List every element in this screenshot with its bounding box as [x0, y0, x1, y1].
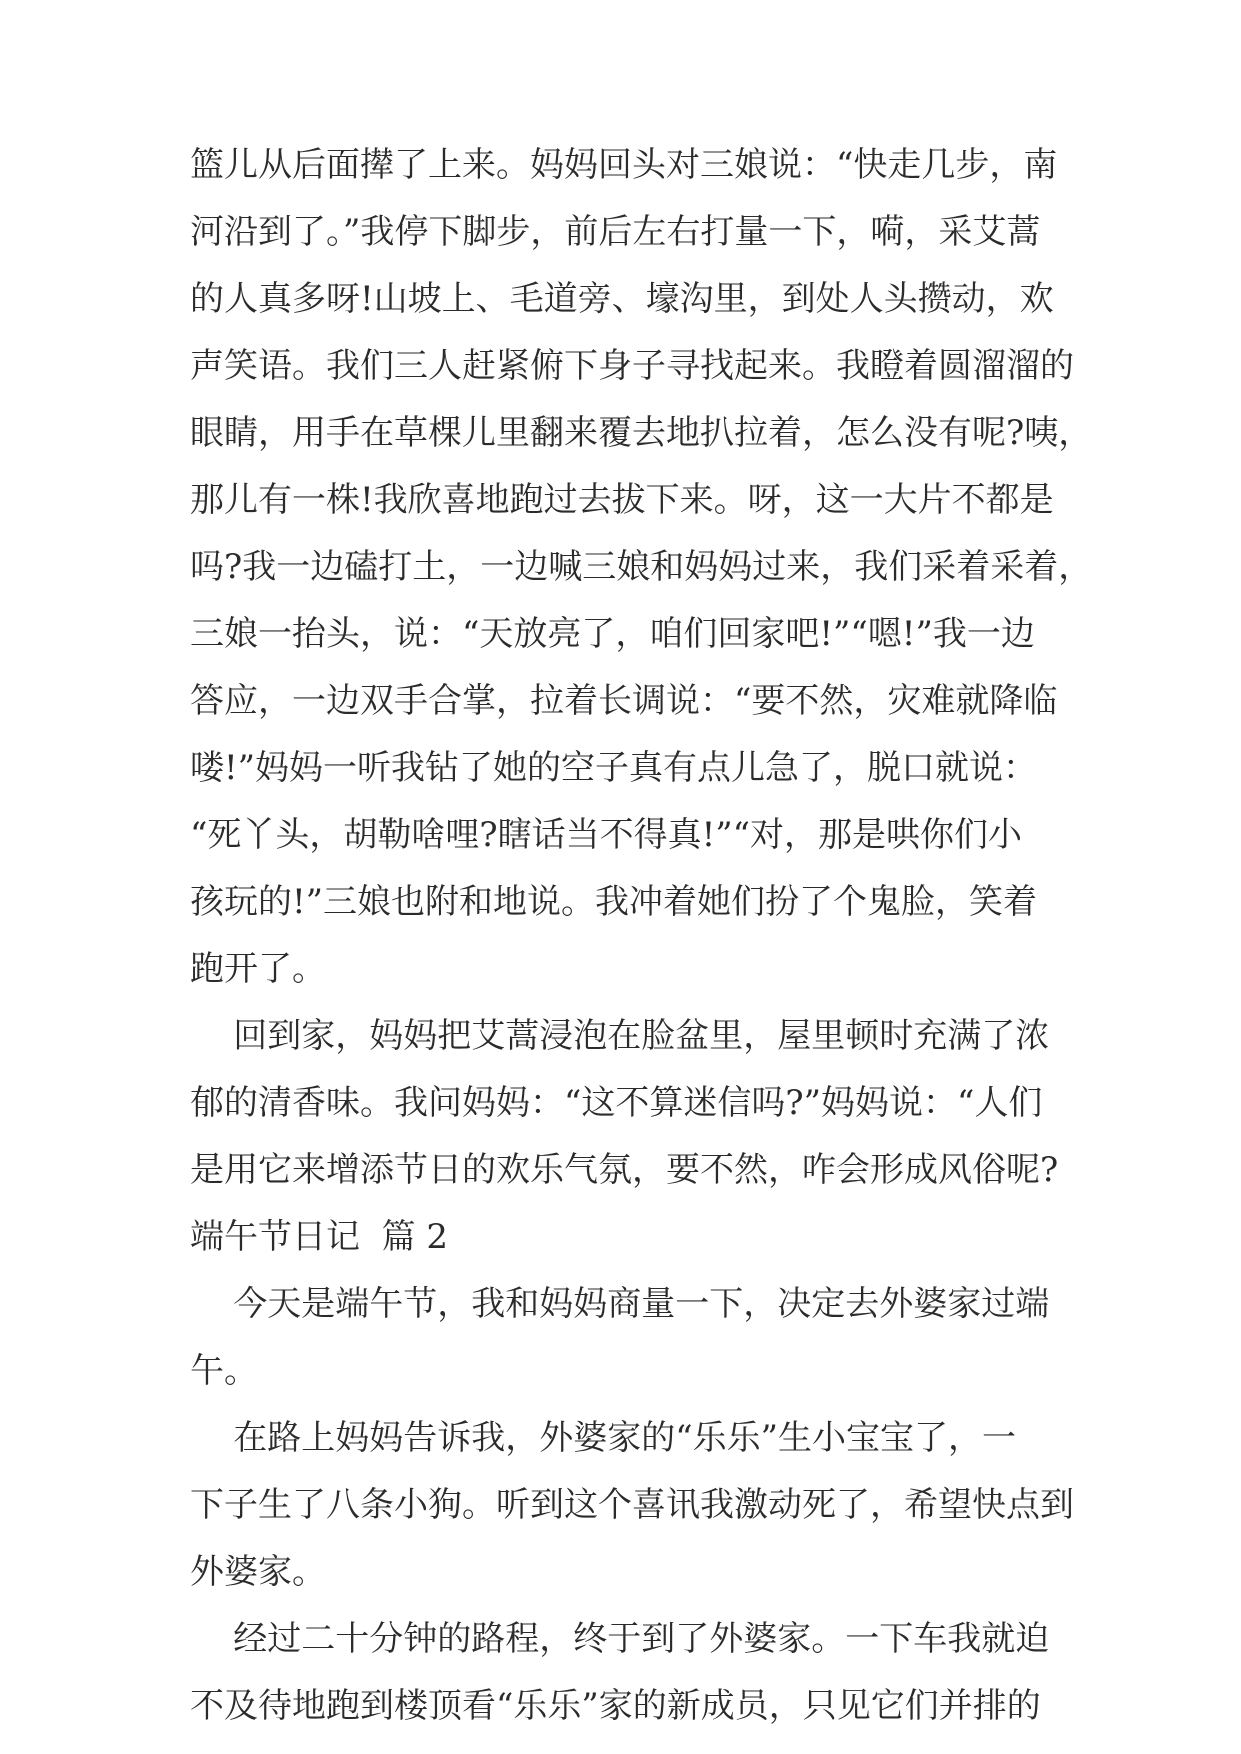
text-line: 喽!”妈妈一听我钻了她的空子真有点儿急了，脱口就说：	[190, 748, 1038, 788]
text-line: 跑开了。	[190, 949, 326, 989]
text-line: “死丫头，胡勒啥哩?瞎话当不得真!”“对，那是哄你们小	[190, 815, 1023, 855]
text-line: 三娘一抬头，说：“天放亮了，咱们回家吧!”“嗯!”我一边	[190, 614, 1035, 654]
text-line: 吗?我一边磕打土，一边喊三娘和妈妈过来，我们采着采着，	[190, 547, 1093, 587]
text-line: 在路上妈妈告诉我，外婆家的“乐乐”生小宝宝了，一	[190, 1418, 1016, 1458]
text-line: 眼睛，用手在草棵儿里翻来覆去地扒拉着，怎么没有呢?咦，	[190, 413, 1093, 453]
text-line: 的人真多呀!山坡上、毛道旁、壕沟里，到处人头攒动，欢	[190, 279, 1054, 319]
text-line: 不及待地跑到楼顶看“乐乐”家的新成员，只见它们并排的	[190, 1686, 1041, 1726]
text-line: 下子生了八条小狗。听到这个喜讯我激动死了，希望快点到	[190, 1485, 1074, 1525]
document-body	[190, 132, 1093, 1740]
text-line: 河沿到了。”我停下脚步，前后左右打量一下，嗬，采艾蒿	[190, 212, 1041, 252]
text-line: 郁的清香味。我问妈妈：“这不算迷信吗?”妈妈说：“人们	[190, 1083, 1043, 1123]
section-heading: 端午节日记 篇 2	[190, 1217, 449, 1257]
text-line: 答应，一边双手合掌，拉着长调说：“要不然，灾难就降临	[190, 681, 1058, 721]
text-line: 孩玩的!”三娘也附和地说。我冲着她们扮了个鬼脸，笑着	[190, 882, 1038, 922]
text-line: 是用它来增添节日的欢乐气氛，要不然，咋会形成风俗呢?	[190, 1150, 1059, 1190]
text-line: 外婆家。	[190, 1552, 326, 1592]
text-line: 经过二十分钟的路程，终于到了外婆家。一下车我就迫	[190, 1619, 1050, 1659]
text-line: 那儿有一株!我欣喜地跑过去拔下来。呀，这一大片不都是	[190, 480, 1054, 520]
text-line: 声笑语。我们三人赶紧俯下身子寻找起来。我瞪着圆溜溜的	[190, 346, 1074, 386]
text-line: 回到家，妈妈把艾蒿浸泡在脸盆里，屋里顿时充满了浓	[190, 1016, 1050, 1056]
text-line: 篮儿从后面撵了上来。妈妈回头对三娘说：“快走几步，南	[190, 145, 1058, 185]
text-line: 今天是端午节，我和妈妈商量一下，决定去外婆家过端	[190, 1284, 1050, 1324]
text-line: 午。	[190, 1351, 258, 1391]
